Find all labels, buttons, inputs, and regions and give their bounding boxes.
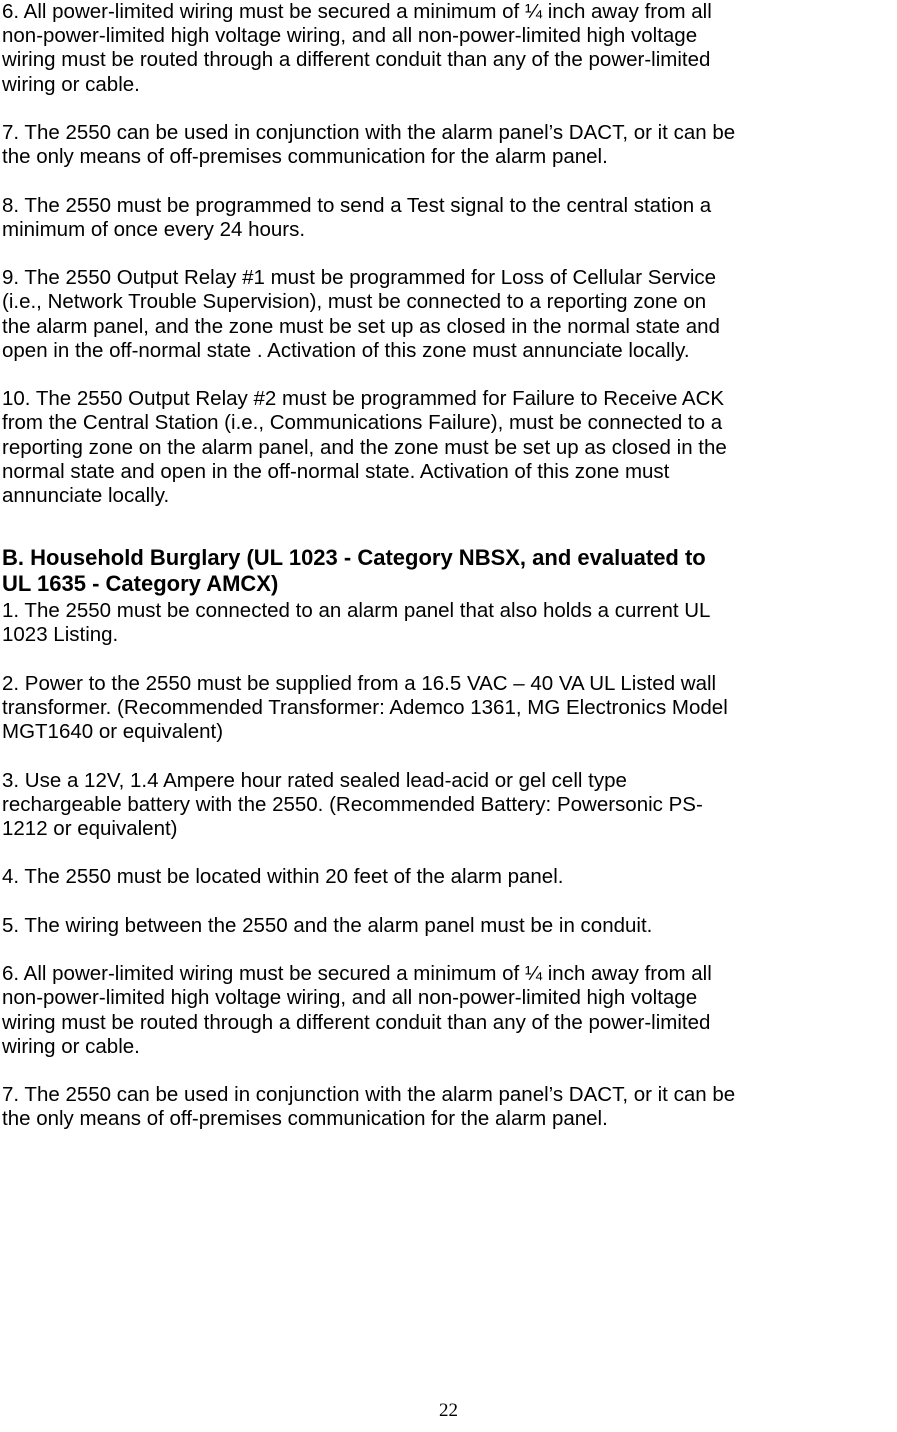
document-page (2, 0, 895, 1132)
item-b-1: 1. The 2550 must be connected to an alarm panel that also holds a current UL 1023 Listing. (2, 599, 711, 647)
item-b-3: 3. Use a 12V, 1.4 Ampere hour rated sealed lead-acid or gel cell type rechargeable battery with the 2550. (Recommended Battery: Powersonic PS- 1212 or equivalent) (2, 768, 703, 840)
item-b-5: 5. The wiring between the 2550 and the alarm panel must be in conduit. (2, 913, 653, 937)
page-number: 22 (439, 1400, 458, 1421)
item-a-9: 9. The 2550 Output Relay #1 must be programmed for Loss of Cellular Service (i.e., Network Trouble Supervision), must be connected to a reporting zone on the alarm panel, and the zone must be set up as closed in the normal state and open in the off-normal state . Activation of this zone must annunciate locally. (2, 266, 720, 362)
item-b-7: 7. The 2550 can be used in conjunction with the alarm panel’s DACT, or it can be the only means of off-premises communication for the alarm panel. (2, 1083, 736, 1131)
item-b-6: 6. All power-limited wiring must be secured a minimum of ¼ inch away from all non-power-limited high voltage wiring, and all non-power-limited high voltage wiring must be routed through a different conduit than any of the power-limited wiring or cable. (2, 962, 712, 1058)
item-a-8: 8. The 2550 must be programmed to send a Test signal to the central station a minimum of once every 24 hours. (2, 193, 712, 241)
item-b-2: 2. Power to the 2550 must be supplied from a 16.5 VAC – 40 VA UL Listed wall transformer. (Recommended Transformer: Ademco 1361, MG Electronics Model MGT1640 or equivalent) (2, 671, 728, 744)
item-b-4: 4. The 2550 must be located within 20 feet of the alarm panel. (2, 865, 564, 889)
item-a-10: 10. The 2550 Output Relay #2 must be programmed for Failure to Receive ACK from the Central Station (i.e., Communications Failure), must be connected to a reporting zone on the alarm panel, and the zone must be set up as closed in the normal state and open in the off-normal state. Activation of this zone must annunciate locally. (2, 387, 727, 507)
section-heading: B. Household Burglary (UL 1023 - Category NBSX, and evaluated to UL 1635 - Category AMCX) (2, 545, 706, 597)
item-a-6: 6. All power-limited wiring must be secured a minimum of ¼ inch away from all non-power-limited high voltage wiring, and all non-power-limited high voltage wiring must be routed through a different conduit than any of the power-limited wiring or cable. (2, 0, 712, 96)
item-a-7: 7. The 2550 can be used in conjunction with the alarm panel’s DACT, or it can be the only means of off-premises communication for the alarm panel. (2, 121, 736, 169)
